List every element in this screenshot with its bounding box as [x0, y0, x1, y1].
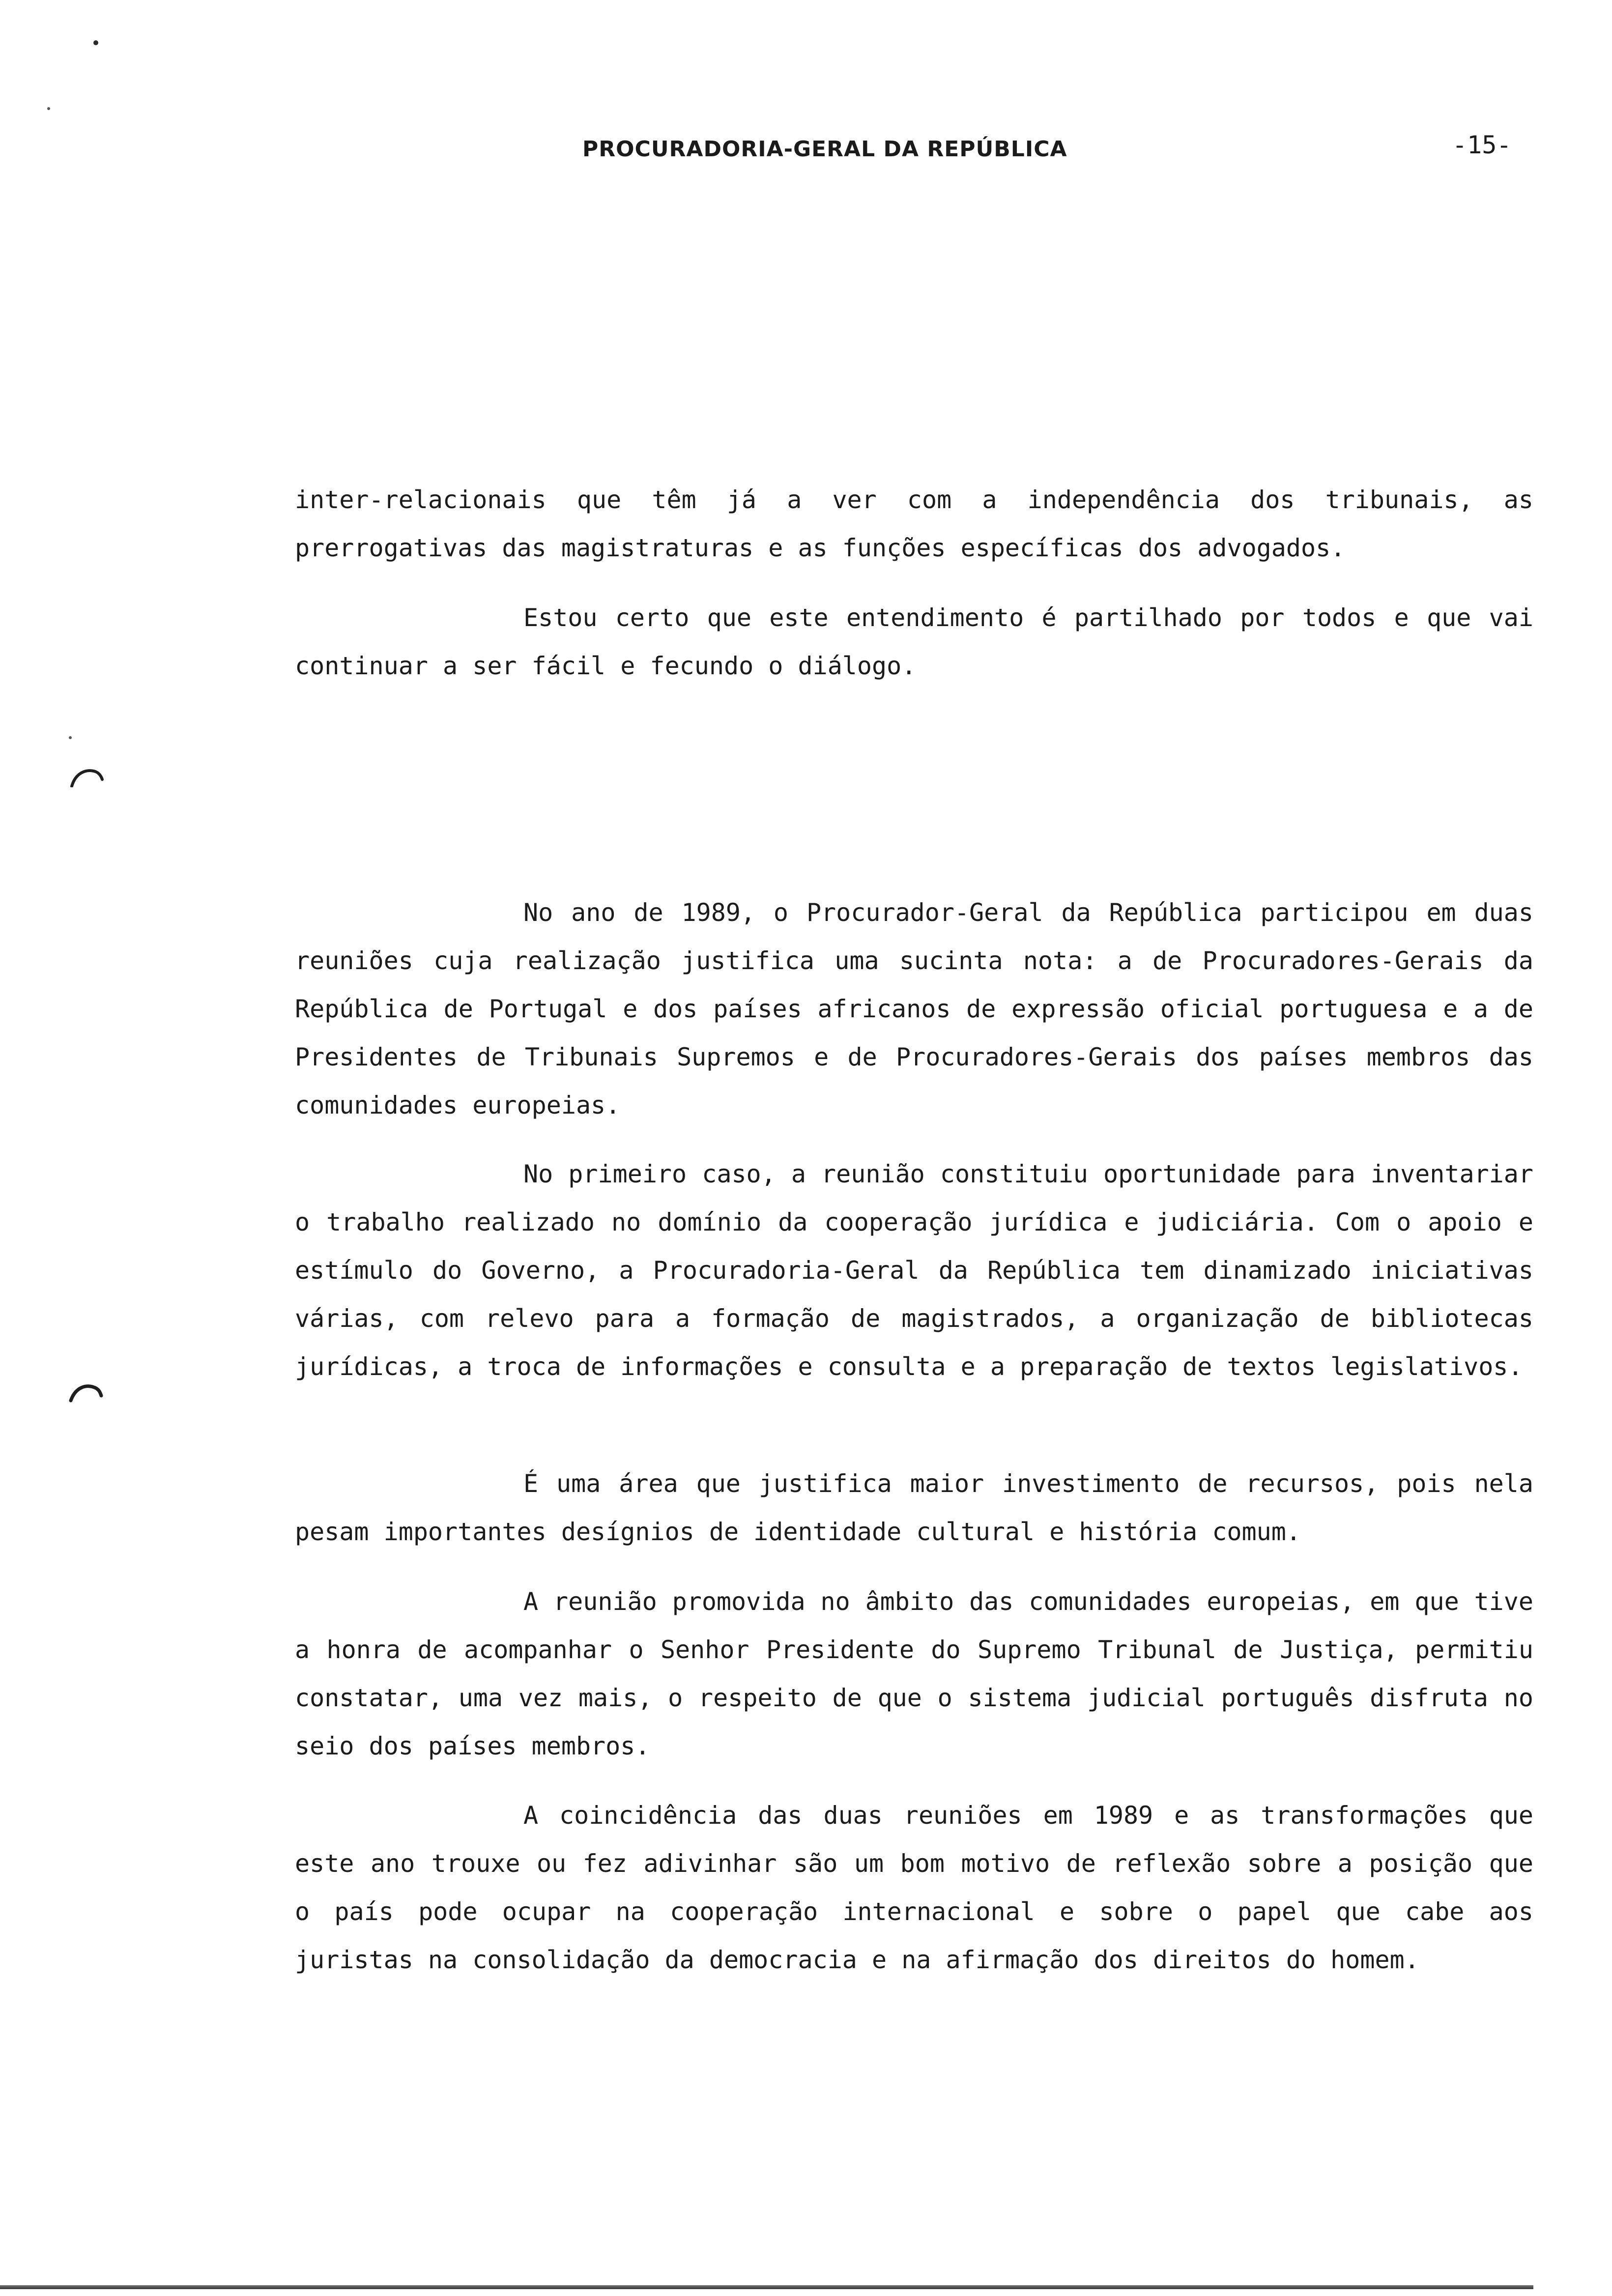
paragraph: A coincidência das duas reuniões em 1989 e as transformações que este ano trouxe ou fez adivinhar são um bom motivo de reflexão sobre a posição que o país pode ocupar na cooperação internacional e sobre o papel que cabe aos juristas na consolidação da democracia e na afirmação dos direitos do homem.	[295, 1801, 1533, 1974]
scan-bottom-edge	[0, 2285, 1533, 2289]
page-number: -15-	[1452, 131, 1512, 159]
paragraph: No primeiro caso, a reunião constituiu oportunidade para inventariar o trabalho realizado no domínio da cooperação jurídica e judiciária. Com o apoio e estímulo do Governo, a Procuradoria-Geral da República tem dinamizado iniciativas várias, com relevo para a formação de magistrados, a organização de bibliotecas jurídicas, a troca de informações e consulta e a preparação de textos legislativos.	[295, 1160, 1533, 1381]
scan-speck	[47, 107, 50, 110]
paragraph: No ano de 1989, o Procurador-Geral da República participou em duas reuniões cuja realização justifica uma sucinta nota: a de Procuradores-Gerais da República de Portugal e dos países africanos de expressão oficial portuguesa e a de Presidentes de Tribunais Supremos e de Procuradores-Gerais dos países membros das comunidades europeias.	[295, 898, 1533, 1119]
paragraph: A reunião promovida no âmbito das comunidades europeias, em que tive a honra de acompanhar o Senhor Presidente do Supremo Tribunal de Justiça, permitiu constatar, uma vez mais, o respeito de que o sistema judicial português disfruta no seio dos países membros.	[295, 1587, 1533, 1760]
paragraph: Estou certo que este entendimento é partilhado por todos e que vai continuar a ser fácil e fecundo o diálogo.	[295, 603, 1533, 680]
binder-hole-mark	[70, 767, 104, 787]
binder-hole-mark	[69, 1382, 103, 1403]
letterhead-title: PROCURADORIA-GERAL DA REPÚBLICA	[582, 137, 1067, 162]
paragraph: É uma área que justifica maior investimento de recursos, pois nela pesam importantes desígnios de identidade cultural e história comum.	[295, 1469, 1533, 1546]
scan-speck	[69, 736, 72, 739]
scan-speck	[93, 40, 98, 45]
paragraph-continuation: inter-relacionais que têm já a ver com a independência dos tribunais, as prerrogativas das magistraturas e as funções específicas dos advogados.	[295, 486, 1533, 562]
